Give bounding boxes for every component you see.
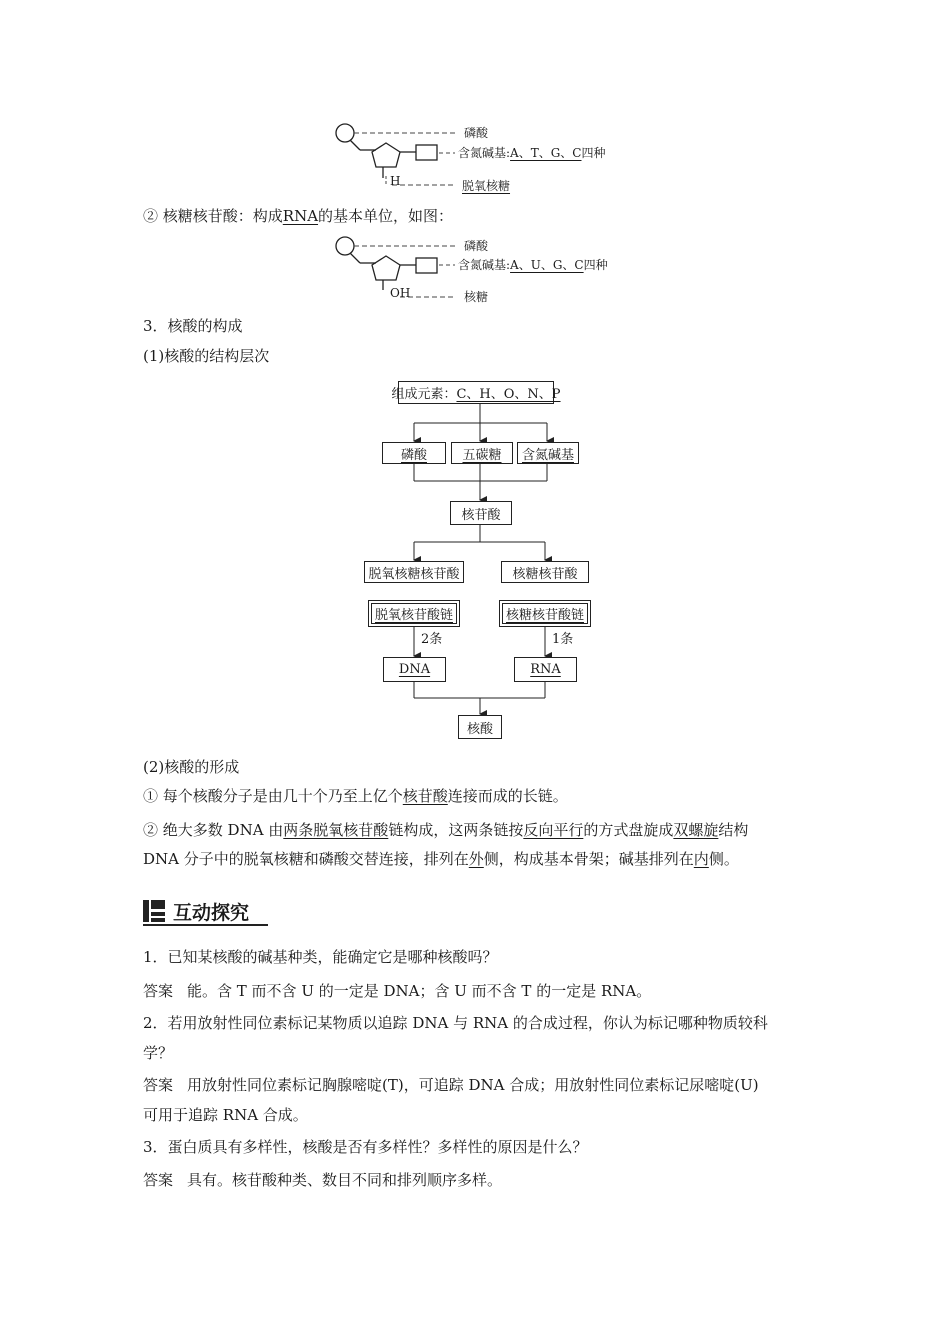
elements-prefix: 组成元素： [391,387,457,402]
formation-point-1 [143,786,568,806]
phosphate-box [382,442,446,464]
base-label [458,258,608,272]
two-strands-label: 2条 [421,632,443,647]
phosphate-label: 磷酸 [464,239,489,253]
base-text: 含氮碱基 [521,447,574,463]
item-suffix: 的基本单位，如图： [318,207,454,225]
sugar-label: 核糖 [464,290,489,304]
answer-label: 答案 [143,1076,174,1094]
p2-text-2: 链构成，这两条链按 [388,821,524,839]
p2-text-4: 结构 [718,821,749,839]
p2-term-4: 外 [468,850,484,868]
point-1-suffix: 连接而成的长链。 [447,787,568,805]
sugar-label: 脱氧核糖 [462,179,511,193]
one-strand-label: 1条 [552,632,574,647]
dna-text: DNA [398,662,431,677]
rna-box [514,657,577,682]
heading-nucleic-acid-composition: 3．核酸的构成 [143,317,243,335]
formation-point-2-line1 [143,820,748,840]
answer-3-text: 具有。核苷酸种类、数目不同和排列顺序多样。 [187,1171,503,1189]
p2-text-6: 侧，构成基本骨架；碱基排列在 [483,850,694,868]
item-ribonucleotide [143,206,453,226]
answer-label: 答案 [143,982,174,1000]
elements-list: C、H、O、N、P [456,387,561,402]
base-types: A、T、G、C [510,146,582,160]
ribo-chain-box [502,603,588,624]
p2-text-1: ② 绝大多数 DNA 由 [143,821,284,839]
question-3: 3．蛋白质具有多样性，核酸是否有多样性？多样性的原因是什么？ [143,1138,588,1156]
heading-structure-levels: (1)核酸的结构层次 [143,347,270,365]
rna-text: RNA [530,662,561,677]
deoxy-chain-box [371,603,457,624]
ribo-nucleotide-box: 核糖核苷酸 [501,561,589,583]
base-box [517,442,579,464]
answer-1-text: 能。含 T 而不含 U 的一定是 DNA；含 U 而不含 T 的一定是 RNA。 [187,982,652,1000]
deoxy-chain-text: 脱氧核苷酸链 [374,608,453,623]
base-types: A、U、G、C [510,258,584,272]
heading-formation: (2)核酸的形成 [143,758,240,776]
section-icon [143,900,165,922]
question-2-line1: 2．若用放射性同位素标记某物质以追踪 DNA 与 RNA 的合成过程，你认为标记哪种物质较科 [143,1014,768,1032]
nucleic-acid-box: 核酸 [458,715,502,739]
p2-term-3: 双螺旋 [673,821,719,839]
rna-nucleotide-figure [330,232,630,308]
hydroxyl-label: OH [390,286,411,300]
answer-1 [143,981,651,1001]
base-prefix: 含氮碱基: [458,146,511,160]
p2-term-2: 反向平行 [523,821,584,839]
p2-text-5: DNA 分子中的脱氧核糖和磷酸交替连接，排列在 [143,850,469,868]
p2-text-7: 侧。 [708,850,739,868]
ribo-chain-text: 核糖核苷酸链 [505,608,584,623]
section-header [143,896,268,924]
rna-term: RNA [282,207,319,225]
base-suffix: 四种 [583,258,608,272]
dna-nucleotide-figure [330,118,630,196]
item-prefix: ② 核糖核苷酸：构成 [143,207,283,225]
p2-text-3: 的方式盘旋成 [583,821,674,839]
dna-box [383,657,446,682]
answer-2-text: 用放射性同位素标记胸腺嘧啶(T)，可追踪 DNA 合成；用放射性同位素标记尿嘧啶(U) [187,1076,759,1094]
answer-2-line2: 可用于追踪 RNA 合成。 [143,1106,308,1124]
base-suffix: 四种 [581,146,606,160]
formation-point-2-line2 [143,849,739,869]
elements-box [391,381,561,404]
answer-2-line1 [143,1075,759,1095]
phosphate-text: 磷酸 [400,447,427,463]
p2-term-1: 两条脱氧核苷酸 [283,821,389,839]
base-label [458,146,606,160]
base-prefix: 含氮碱基: [458,258,511,272]
question-2-line2: 学？ [143,1044,174,1062]
pentose-text: 五碳糖 [462,447,502,463]
answer-label: 答案 [143,1171,174,1189]
nucleotide-box: 核苷酸 [450,501,512,525]
hydrogen-label: H [390,174,401,188]
question-1: 1．已知某核酸的碱基种类，能确定它是哪种核酸吗？ [143,948,498,966]
point-1-prefix: ① 每个核酸分子是由几十个乃至上亿个 [143,787,403,805]
deoxy-nucleotide-box: 脱氧核糖核苷酸 [364,561,464,583]
point-1-term: 核苷酸 [402,787,448,805]
pentose-box [451,442,513,464]
answer-3 [143,1170,502,1190]
section-rule [143,924,268,926]
section-title: 互动探究 [173,902,250,924]
phosphate-label: 磷酸 [464,126,489,140]
p2-term-5: 内 [693,850,709,868]
